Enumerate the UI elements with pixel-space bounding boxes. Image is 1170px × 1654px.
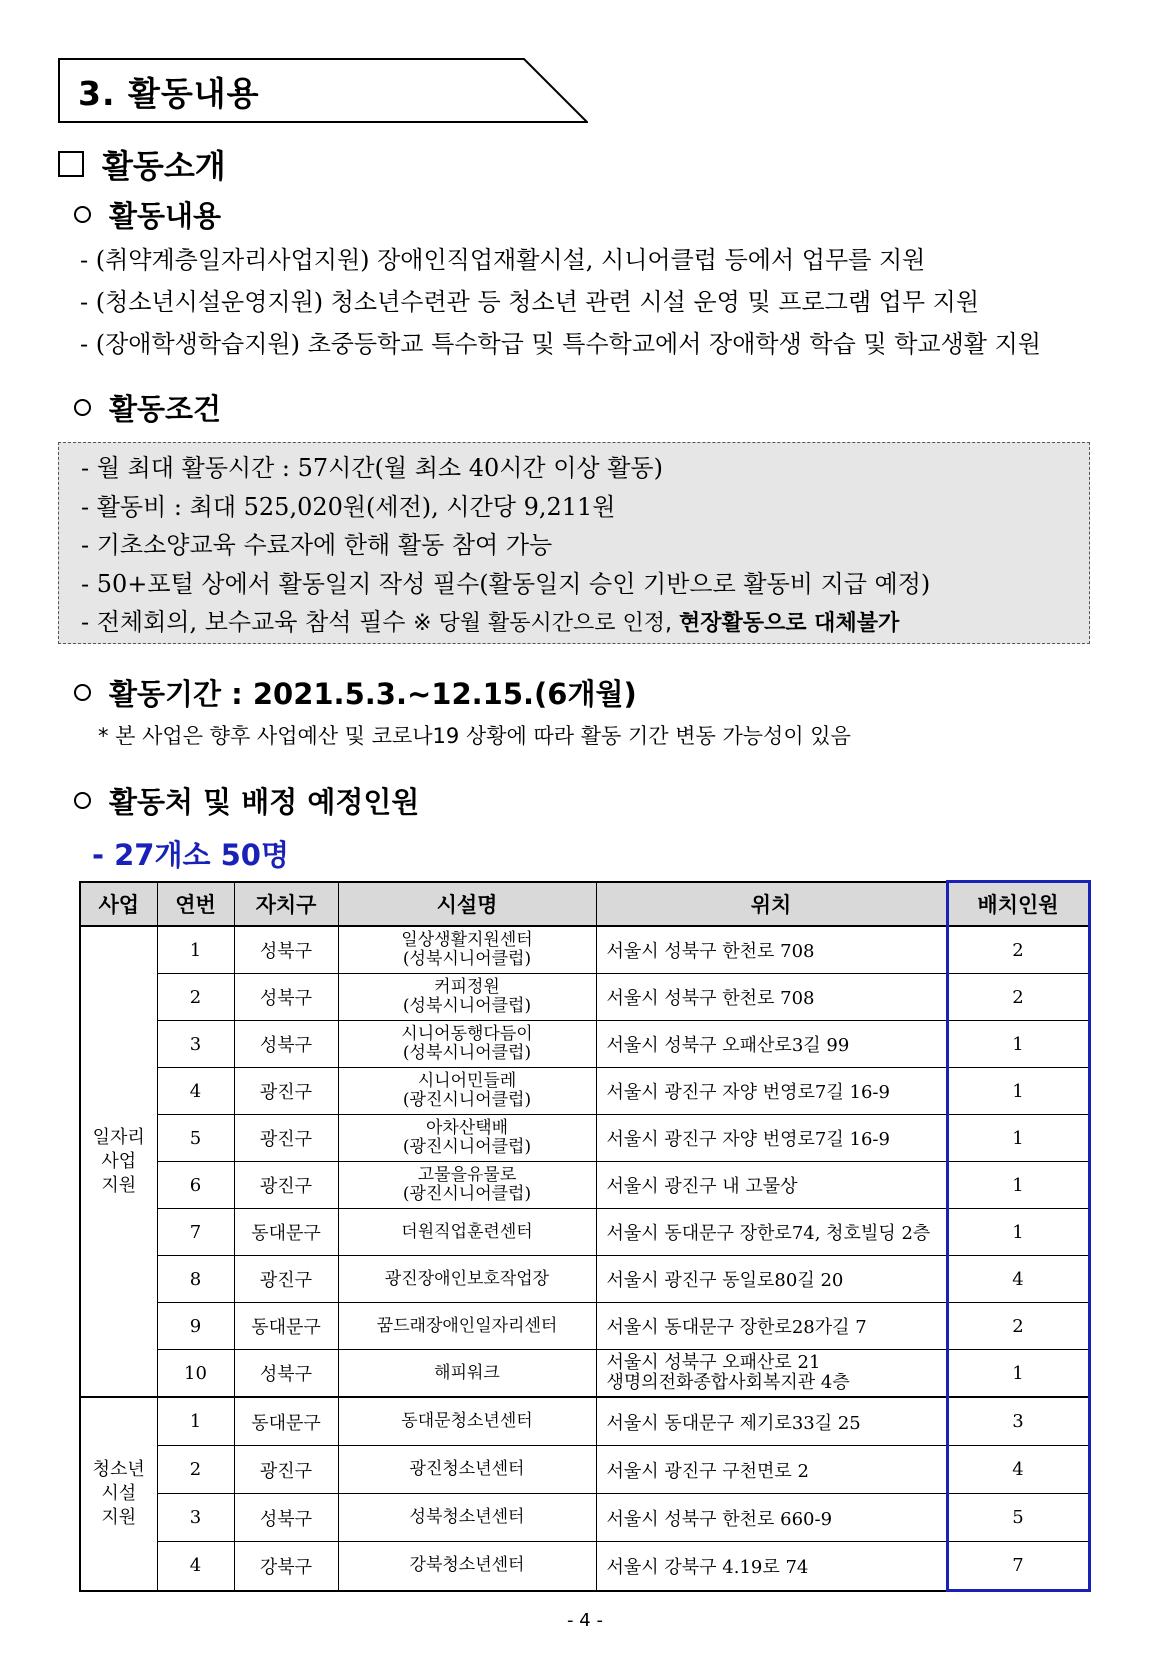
placement-heading — [74, 780, 419, 820]
table-row — [80, 1115, 1089, 1162]
location-line: 서울시 성북구 한천로 708 — [606, 988, 815, 1009]
facility-cell — [338, 974, 596, 1021]
table-row — [80, 1446, 1089, 1494]
location-line: 서울시 광진구 자양 번영로7길 16-9 — [606, 1082, 890, 1103]
district-cell: 강북구 — [234, 1542, 338, 1591]
conditions-box — [58, 442, 1090, 644]
header-cell: 연번 — [157, 882, 234, 927]
condition-note: ※ 당월 활동시간으로 인정, — [413, 611, 680, 636]
condition-item: - 활동비 : 최대 525,020원(세전), 시간당 9,211원 — [81, 492, 616, 521]
location-line: 서울시 성북구 한천로 708 — [606, 941, 815, 962]
period-title: 활동기간 : 2021.5.3.~12.15.(6개월) — [109, 676, 637, 711]
table-row — [80, 1068, 1089, 1115]
staff-count: 1 — [947, 1021, 1089, 1068]
circle-bullet-icon — [74, 206, 91, 223]
facility-cell — [338, 1303, 596, 1350]
location-line: 서울시 성북구 한천로 660-9 — [606, 1508, 833, 1530]
facility-cell — [338, 1209, 596, 1256]
facility-line: 아차산택배 — [425, 1118, 509, 1138]
facility-line: 커피정원 — [434, 977, 500, 997]
header-cell: 사업 — [80, 882, 157, 927]
intro-heading — [58, 142, 226, 186]
district-cell: 동대문구 — [234, 1209, 338, 1256]
row-number: 8 — [157, 1256, 234, 1303]
facility-line: 시니어동행다듬이 — [401, 1024, 533, 1044]
facility-cell — [338, 1021, 596, 1068]
district-cell: 광진구 — [234, 1162, 338, 1209]
table-row — [80, 1209, 1089, 1256]
row-number: 3 — [157, 1494, 234, 1542]
row-number: 4 — [157, 1068, 234, 1115]
row-number: 2 — [157, 1446, 234, 1494]
staff-count: 2 — [947, 926, 1089, 974]
district-cell: 동대문구 — [234, 1397, 338, 1446]
district-cell: 광진구 — [234, 1115, 338, 1162]
facility-cell — [338, 1397, 596, 1446]
row-number: 1 — [157, 1397, 234, 1446]
business-cell — [80, 1397, 157, 1591]
facility-cell — [338, 926, 596, 974]
facility-table — [79, 880, 1091, 1592]
location-line: 서울시 동대문구 장한로74, 청호빌딩 2층 — [606, 1223, 931, 1244]
table-body — [80, 926, 1089, 1591]
district-cell: 광진구 — [234, 1068, 338, 1115]
condition-item-last — [81, 603, 1089, 642]
condition-item: - 기초소양교육 수료자에 한해 활동 참여 가능 — [81, 531, 553, 559]
content-item: - (장애학생학습지원) 초중등학교 특수학급 및 특수학교에서 장애학생 학습 및 학교생활 지원 — [80, 330, 1041, 358]
location-cell — [596, 1397, 947, 1446]
conditions-heading — [74, 387, 221, 427]
location-cell — [596, 1446, 947, 1494]
intro-title: 활동소개 — [102, 147, 226, 185]
facility-line: 꿈드래장애인일자리센터 — [376, 1315, 558, 1336]
table-row — [80, 1256, 1089, 1303]
location-cell — [596, 1494, 947, 1542]
location-cell — [596, 1542, 947, 1591]
facility-cell — [338, 1350, 596, 1398]
condition-item: - 50+포털 상에서 활동일지 작성 필수(활동일지 승인 기반으로 활동비 지급 예정) — [81, 569, 931, 598]
business-name-line: 사업 — [101, 1150, 137, 1172]
header-cell: 시설명 — [338, 882, 596, 927]
table-row — [80, 1397, 1089, 1446]
location-line: 생명의전화종합사회복지관 4층 — [606, 1372, 850, 1393]
facility-line: 시니어민들레 — [417, 1071, 517, 1091]
content-item: - (청소년시설운영지원) 청소년수련관 등 청소년 관련 시설 운영 및 프로그램 업무 지원 — [80, 288, 980, 316]
row-number: 4 — [157, 1542, 234, 1591]
header-cell: 배치인원 — [947, 882, 1089, 927]
facility-line: 강북청소년센터 — [409, 1555, 525, 1576]
location-line: 서울시 동대문구 장한로28가길 7 — [606, 1317, 867, 1338]
header-cell: 위치 — [596, 882, 947, 927]
table-header-row — [80, 882, 1089, 927]
staff-count: 3 — [947, 1397, 1089, 1446]
content-title: 활동내용 — [109, 198, 222, 233]
circle-bullet-icon — [74, 792, 91, 809]
facility-cell — [338, 1446, 596, 1494]
facility-cell — [338, 1162, 596, 1209]
location-line: 서울시 광진구 동일로80길 20 — [606, 1270, 844, 1291]
row-number: 9 — [157, 1303, 234, 1350]
section-header — [58, 58, 588, 124]
facility-cell — [338, 1256, 596, 1303]
location-line: 서울시 광진구 구천면로 2 — [606, 1460, 809, 1482]
staff-count: 4 — [947, 1446, 1089, 1494]
staff-count: 7 — [947, 1542, 1089, 1591]
location-line: 서울시 성북구 오패산로 21 — [606, 1352, 821, 1373]
facility-line: 더원직업훈련센터 — [401, 1221, 533, 1242]
period-heading — [74, 672, 637, 712]
staff-count: 1 — [947, 1162, 1089, 1209]
business-name-line: 시설 — [101, 1482, 137, 1504]
location-cell — [596, 1115, 947, 1162]
table-row — [80, 1162, 1089, 1209]
row-number: 1 — [157, 926, 234, 974]
district-cell: 광진구 — [234, 1256, 338, 1303]
staff-count: 1 — [947, 1068, 1089, 1115]
period-note: * 본 사업은 향후 사업예산 및 코로나19 상황에 따라 활동 기간 변동 가능성이 있음 — [98, 724, 851, 748]
business-name-line: 지원 — [101, 1174, 137, 1196]
location-cell — [596, 1303, 947, 1350]
staff-count: 1 — [947, 1209, 1089, 1256]
table-row — [80, 926, 1089, 974]
table-row — [80, 1303, 1089, 1350]
location-cell — [596, 974, 947, 1021]
location-line: 서울시 동대문구 제기로33길 25 — [606, 1412, 861, 1434]
content-list — [80, 239, 1041, 365]
staff-count: 1 — [947, 1350, 1089, 1398]
business-name-line: 청소년 — [92, 1458, 145, 1480]
facility-line: 동대문청소년센터 — [401, 1411, 533, 1431]
row-number: 7 — [157, 1209, 234, 1256]
facility-line: (광진시니어클럽) — [402, 1137, 532, 1157]
location-line: 서울시 강북구 4.19로 74 — [606, 1556, 809, 1578]
location-cell — [596, 1162, 947, 1209]
square-bullet-icon — [58, 151, 84, 177]
section-title: 3. 활동내용 — [78, 74, 260, 113]
location-cell — [596, 926, 947, 974]
facility-cell — [338, 1115, 596, 1162]
condition-item: - 월 최대 활동시간 : 57시간(월 최소 40시간 이상 활동) — [81, 454, 663, 482]
business-name-line: 지원 — [101, 1506, 137, 1528]
district-cell: 성북구 — [234, 1021, 338, 1068]
content-heading — [74, 194, 221, 234]
facility-line: (광진시니어클럽) — [402, 1090, 532, 1110]
placement-title: 활동처 및 배정 예정인원 — [109, 784, 420, 819]
district-cell: 동대문구 — [234, 1303, 338, 1350]
facility-line: (광진시니어클럽) — [402, 1184, 532, 1204]
location-cell — [596, 1021, 947, 1068]
table-row — [80, 1350, 1089, 1398]
table-row — [80, 1542, 1089, 1591]
district-cell: 광진구 — [234, 1446, 338, 1494]
conditions-title: 활동조건 — [109, 391, 222, 426]
location-line: 서울시 광진구 내 고물상 — [606, 1176, 798, 1197]
facility-line: 고물을유물로 — [417, 1165, 517, 1185]
location-line: 서울시 광진구 자양 번영로7길 16-9 — [606, 1129, 890, 1150]
facility-line: 성북청소년센터 — [409, 1507, 525, 1527]
business-cell — [80, 926, 157, 1397]
circle-bullet-icon — [74, 684, 91, 701]
row-number: 2 — [157, 974, 234, 1021]
row-number: 10 — [157, 1350, 234, 1398]
condition-prefix: - 전체회의, 보수교육 참석 필수 — [81, 608, 414, 636]
staff-count: 2 — [947, 974, 1089, 1021]
page-number: - 4 - — [567, 1610, 603, 1631]
facility-line: 광진청소년센터 — [409, 1459, 525, 1479]
facility-line: 해피워크 — [434, 1362, 500, 1383]
condition-strong: 현장활동으로 대체불가 — [679, 611, 900, 636]
staff-count: 5 — [947, 1494, 1089, 1542]
district-cell: 성북구 — [234, 926, 338, 974]
facility-line: (성북시니어클럽) — [402, 949, 532, 969]
district-cell: 성북구 — [234, 1494, 338, 1542]
row-number: 5 — [157, 1115, 234, 1162]
staff-count: 1 — [947, 1115, 1089, 1162]
district-cell: 성북구 — [234, 1350, 338, 1398]
facility-cell — [338, 1494, 596, 1542]
table-row — [80, 1021, 1089, 1068]
row-number: 6 — [157, 1162, 234, 1209]
location-line: 서울시 성북구 오패산로3길 99 — [606, 1035, 850, 1056]
header-cell: 자치구 — [234, 882, 338, 927]
facility-cell — [338, 1542, 596, 1591]
location-cell — [596, 1350, 947, 1398]
district-cell: 성북구 — [234, 974, 338, 1021]
business-name-line: 일자리 — [92, 1126, 145, 1148]
row-number: 3 — [157, 1021, 234, 1068]
location-cell — [596, 1068, 947, 1115]
circle-bullet-icon — [74, 399, 91, 416]
facility-line: (성북시니어클럽) — [402, 996, 532, 1016]
facility-line: (성북시니어클럽) — [402, 1043, 532, 1063]
placement-count: - 27개소 50명 — [92, 838, 289, 872]
table-row — [80, 1494, 1089, 1542]
facility-line: 광진장애인보호작업장 — [384, 1268, 550, 1289]
facility-line: 일상생활지원센터 — [401, 930, 533, 950]
staff-count: 4 — [947, 1256, 1089, 1303]
table-row — [80, 974, 1089, 1021]
facility-cell — [338, 1068, 596, 1115]
location-cell — [596, 1256, 947, 1303]
location-cell — [596, 1209, 947, 1256]
staff-count: 2 — [947, 1303, 1089, 1350]
content-item: - (취약계층일자리사업지원) 장애인직업재활시설, 시니어클럽 등에서 업무를 지원 — [80, 246, 926, 274]
